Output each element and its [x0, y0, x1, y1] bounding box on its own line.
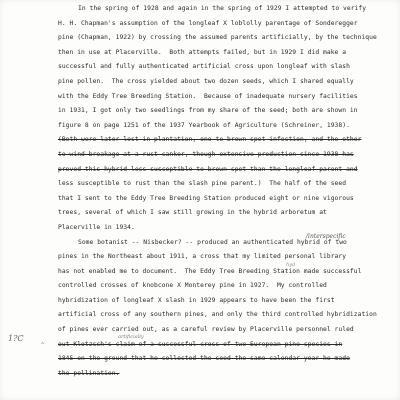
text-line: pines in the Northeast about 1911, a cross that my limited personal library [58, 253, 347, 261]
text-line: that I sent to the Eddy Tree Breeding Station produced eight or nine vigorous [58, 194, 354, 202]
text-line: trees, several of which I saw still growing in the hybrid arboretum at [58, 209, 327, 217]
handwritten-insert-above: artificially [118, 334, 144, 340]
text-line: of pines ever carried out, as a careful review by Placerville personnel ruled [58, 326, 354, 334]
text-line: In the spring of 1928 and again in the spring of 1929 I attempted to verify [78, 5, 367, 12]
text-line: 1845 on the ground that he collected the seed the same calendar year he made [58, 355, 350, 363]
text-line: to wind-breakage at a rust canker, though extensive production since 1938 has [58, 150, 354, 158]
handwritten-margin-symbol: ^ [40, 342, 46, 349]
text-line: hybridization of longleaf X slash in 1929 appears to have been the first [58, 296, 335, 304]
typed-text-body [58, 2, 394, 381]
text-line: then in use at Placerville. Both attempts failed, but in 1929 I did make a [58, 48, 347, 56]
handwritten-margin-number: 1?C [8, 334, 24, 343]
text-line: Placerville in 1934. [58, 223, 135, 231]
text-line: pine (Chapman, 1922) by crossing the assumed parents artificially, by the technique [58, 34, 377, 42]
text-line: with the Eddy Tree Breeding Station. Because of inadequate nursery facilities [58, 92, 358, 100]
text-line: less susceptible to rust than the slash pine parent.) The half of the seed [58, 180, 347, 188]
text-line: successful and fully authenticated artificial cross upon longleaf with slash [58, 63, 350, 71]
handwritten-insert-interspecific: /interspecific [306, 233, 346, 240]
text-line: figure 8 on page 1251 of the 1937 Yearbook of Agriculture (Schreiner, 1938). [58, 121, 350, 129]
text-line: artificial cross of any southern pines, and only the third controlled hybridization [58, 311, 377, 319]
text-line: controlled crosses of knobcone X Monterey pine in 1927. My controlled [58, 282, 327, 290]
text-line: the pollination. [58, 369, 120, 377]
text-line: in 1931, I got only two seedlings from my share of the seed; both are shown in [58, 107, 358, 115]
text-line: Some botanist -- Nisbecker? -- produced an authenticated hybrid of two [78, 238, 347, 246]
handwritten-insert-hyd: hyd [286, 262, 296, 268]
text-line: pine pollen. The cross yielded about two dozen seeds, which I shared equally [58, 77, 354, 85]
text-line: has not enabled me to document. The Eddy Tree Breeding Station made successful [58, 267, 362, 275]
text-line: H. H. Chapman's assumption of the longleaf X loblolly parentage of Sonderegger [58, 19, 358, 27]
text-line: proved this hybrid less susceptible to brown spot than the longleaf parent and [58, 165, 358, 173]
text-line: (Both were later lost in plantation, one to brown-spot infection, and the other [58, 136, 362, 144]
text-line: out Klotzsch's claim of a successful cross of two European pine species in [58, 340, 343, 348]
